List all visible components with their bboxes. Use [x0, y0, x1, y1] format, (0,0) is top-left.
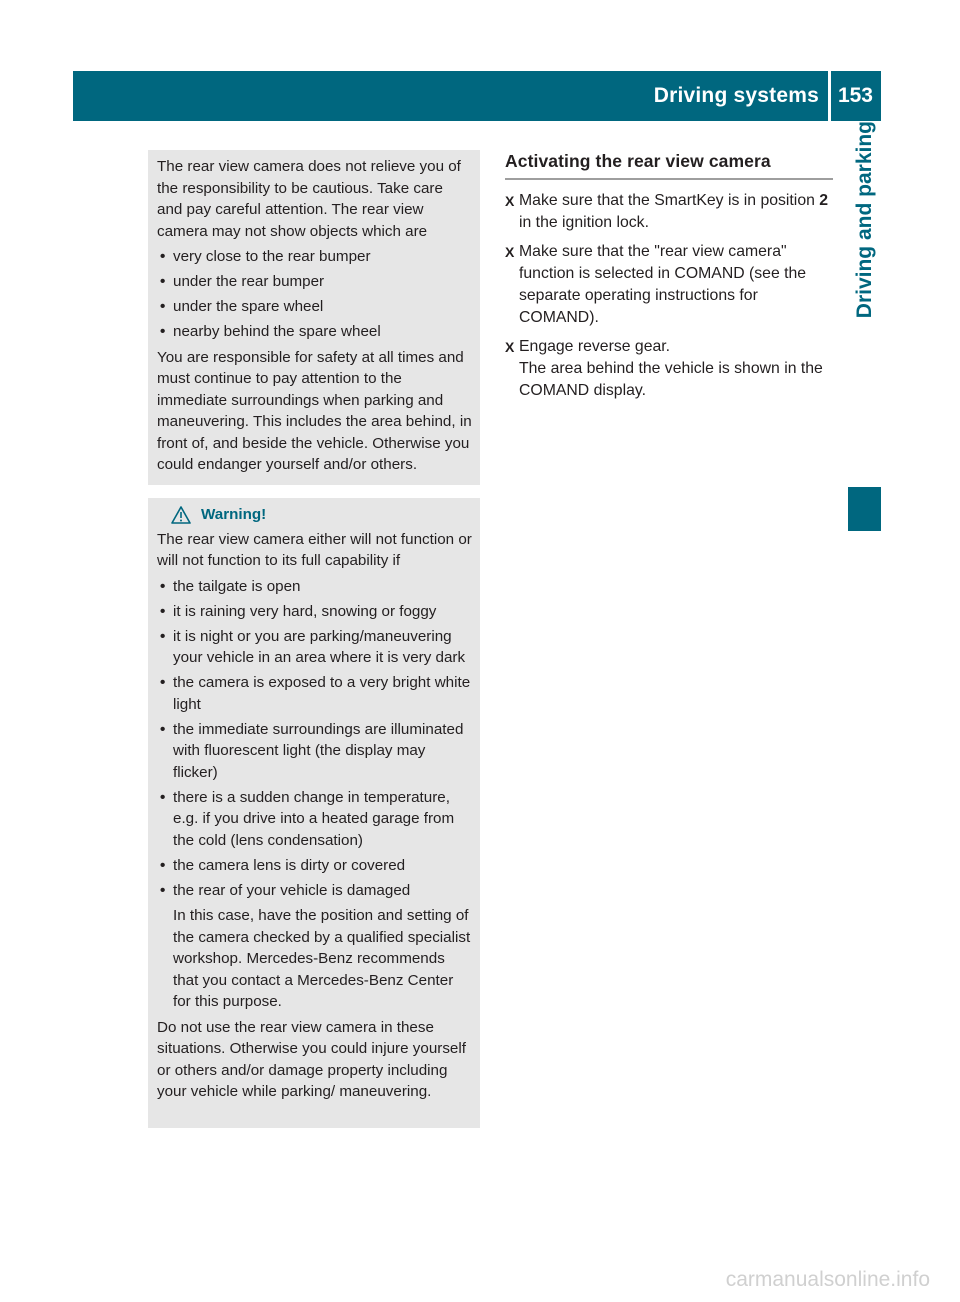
list-item: • under the spare wheel — [157, 296, 472, 318]
warning-bullet-list — [157, 576, 472, 1013]
bullet-icon: • — [160, 323, 166, 340]
header-divider — [828, 71, 831, 121]
step-result: The area behind the vehicle is shown in the COMAND display. — [519, 360, 823, 399]
list-item: • the tailgate is open — [157, 576, 472, 598]
page-header — [73, 71, 881, 121]
list-item: • the rear of your vehicle is damaged In this case, have the position and setting of the camera checked by a qualified specialist workshop. Mercedes-Benz recommends that you contact a Mercedes-Benz Center for this purpose. — [157, 880, 472, 1013]
note-bullet-list — [157, 246, 472, 343]
list-item: • the camera is exposed to a very bright white light — [160, 674, 471, 713]
bullet-icon: • — [160, 720, 166, 738]
list-item: • nearby behind the spare wheel — [157, 321, 472, 343]
position-number: 2 — [819, 192, 829, 209]
bullet-icon: • — [160, 627, 166, 645]
watermark: carmanualsonline.info — [725, 1268, 930, 1291]
note-closing: You are responsible for safety at all times and must continue to pay attention to the immediate surroundings when parking and maneuvering. This includes the area behind, in front of, and beside the vehicle. Otherwise you could endanger yourself and/or others. — [157, 348, 472, 473]
warning-heading — [157, 504, 472, 526]
warning-closing: Do not use the rear view camera in these situations. Otherwise you could injure yourself or others and/or damage property including your vehicle while parking/ maneuvering. — [157, 1018, 466, 1100]
section-heading: Activating the rear view camera — [505, 150, 833, 180]
list-item: • it is raining very hard, snowing or foggy — [157, 601, 472, 623]
note-intro: The rear view camera does not relieve you of the responsibility to be cautious. Take care and pay careful attention. The rear view camera may not show objects which are — [157, 158, 461, 240]
list-item: • the immediate surroundings are illuminated with fluorescent light (the display may flicker) — [160, 720, 464, 781]
bullet-icon: • — [160, 273, 166, 290]
note-box — [148, 150, 480, 485]
bullet-icon: • — [160, 602, 166, 620]
step-item: X Engage reverse gear. The area behind the vehicle is shown in the COMAND display. — [505, 338, 823, 399]
bullet-icon: • — [160, 856, 166, 874]
bullet-icon: • — [160, 248, 166, 265]
side-tab-marker — [848, 487, 881, 531]
bullet-icon: • — [160, 298, 166, 315]
bullet-icon: • — [160, 788, 166, 806]
list-item: • very close to the rear bumper — [157, 246, 472, 268]
step-item: X Make sure that the SmartKey is in position 2 in the ignition lock. — [505, 192, 829, 231]
list-item: • the camera lens is dirty or covered — [157, 855, 472, 877]
warning-intro: The rear view camera either will not function or will not function to its full capability if — [157, 530, 472, 569]
list-item: • it is night or you are parking/maneuvering your vehicle in an area where it is very dark — [160, 627, 466, 666]
step-arrow-icon: X — [505, 244, 515, 260]
side-tab-label: Driving and parking — [852, 121, 876, 319]
warning-sub-note: In this case, have the position and setting of the camera checked by a qualified specialist workshop. Mercedes-Benz recommends that you contact a Mercedes-Benz Center for this purpose. — [173, 907, 471, 1010]
step-arrow-icon: X — [505, 339, 515, 355]
list-item: • under the rear bumper — [157, 271, 472, 293]
bullet-icon: • — [160, 577, 166, 595]
bullet-icon: • — [160, 674, 166, 691]
warning-title: Warning! — [201, 506, 267, 523]
step-item: X Make sure that the "rear view camera" function is selected in COMAND (see the separate operating instructions for COMAND). — [505, 243, 807, 326]
header-title: Driving systems — [653, 84, 819, 107]
warning-box — [148, 498, 480, 1128]
step-list — [505, 190, 833, 402]
bullet-icon: • — [160, 881, 166, 899]
instructions-section — [505, 150, 833, 409]
list-item: • there is a sudden change in temperature, e.g. if you drive into a heated garage from the cold (lens condensation) — [160, 788, 455, 849]
page-number: 153 — [837, 84, 873, 107]
warning-triangle-icon — [171, 506, 191, 524]
step-arrow-icon: X — [505, 193, 515, 209]
